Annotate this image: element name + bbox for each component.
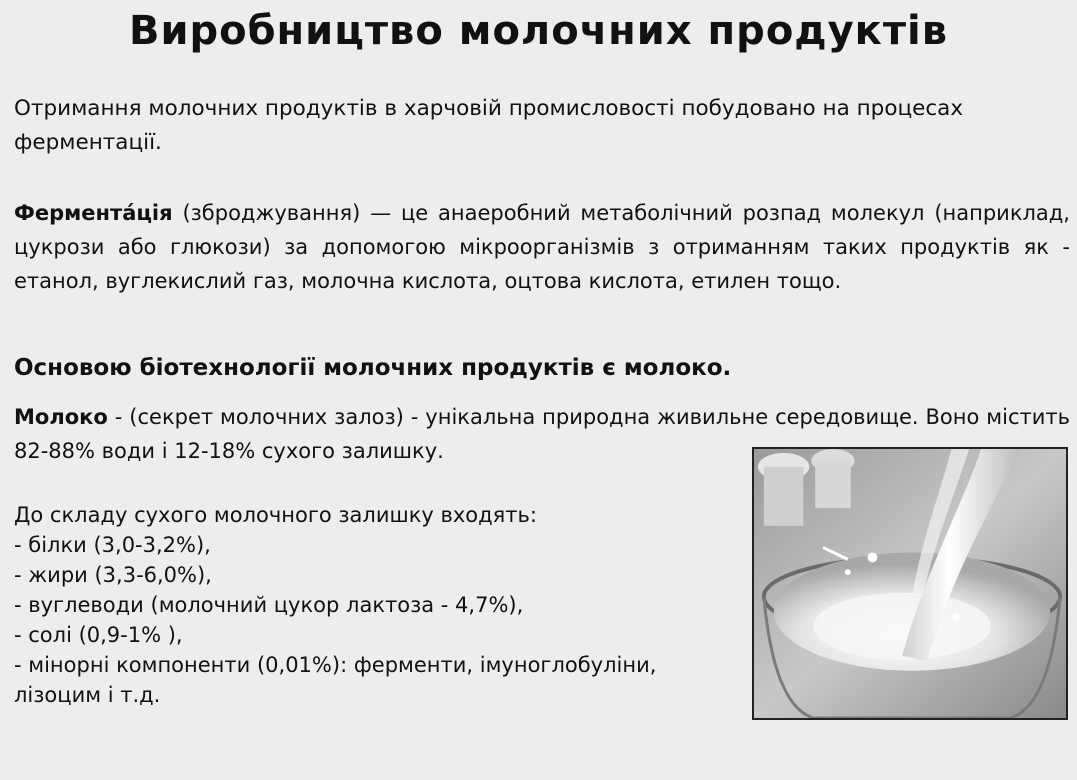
list-item: - вуглеводи (молочний цукор лактоза - 4,7%),: [14, 593, 524, 617]
list-item: - солі (0,9-1% ),: [14, 623, 183, 647]
fermentation-paragraph: [14, 196, 1070, 298]
list-item: - жири (3,3-6,0%),: [14, 563, 212, 587]
list-item: лізоцим і т.д.: [14, 683, 161, 707]
milk-glass-illustration: [754, 449, 1066, 718]
section-heading: Основою біотехнології молочних продуктів є молоко.: [14, 355, 732, 381]
milk-term: Молоко: [14, 405, 108, 429]
page-title: Виробництво молочних продуктів: [128, 8, 949, 54]
composition-intro: До складу сухого молочного залишку входять:: [14, 503, 537, 527]
milk-pouring-photo: [752, 447, 1068, 720]
intro-paragraph: Отримання молочних продуктів в харчовій промисловості побудовано на процесах ферментації.: [14, 96, 964, 155]
list-item: - білки (3,0-3,2%),: [14, 533, 211, 557]
fermentation-term: Фермента́ція: [14, 201, 173, 225]
list-item: - мінорні компоненти (0,01%): ферменти, імуноглобуліни,: [14, 653, 657, 677]
composition-list: [14, 500, 754, 710]
milk-definition: - (секрет молочних залоз) - унікальна природна живильне середовище. Воно містить 82-88% води і 12-18% сухого залишку.: [14, 405, 1070, 463]
fermentation-definition: (зброджування) — це анаеробний метаболічний розпад молекул (наприклад, цукрози або глюкози) за допомогою мікроорганізмів з отриманням таких продуктів як - етанол, вуглекислий газ, молочна кислота, оцтова кислота, етилен тощо.: [14, 201, 1070, 293]
